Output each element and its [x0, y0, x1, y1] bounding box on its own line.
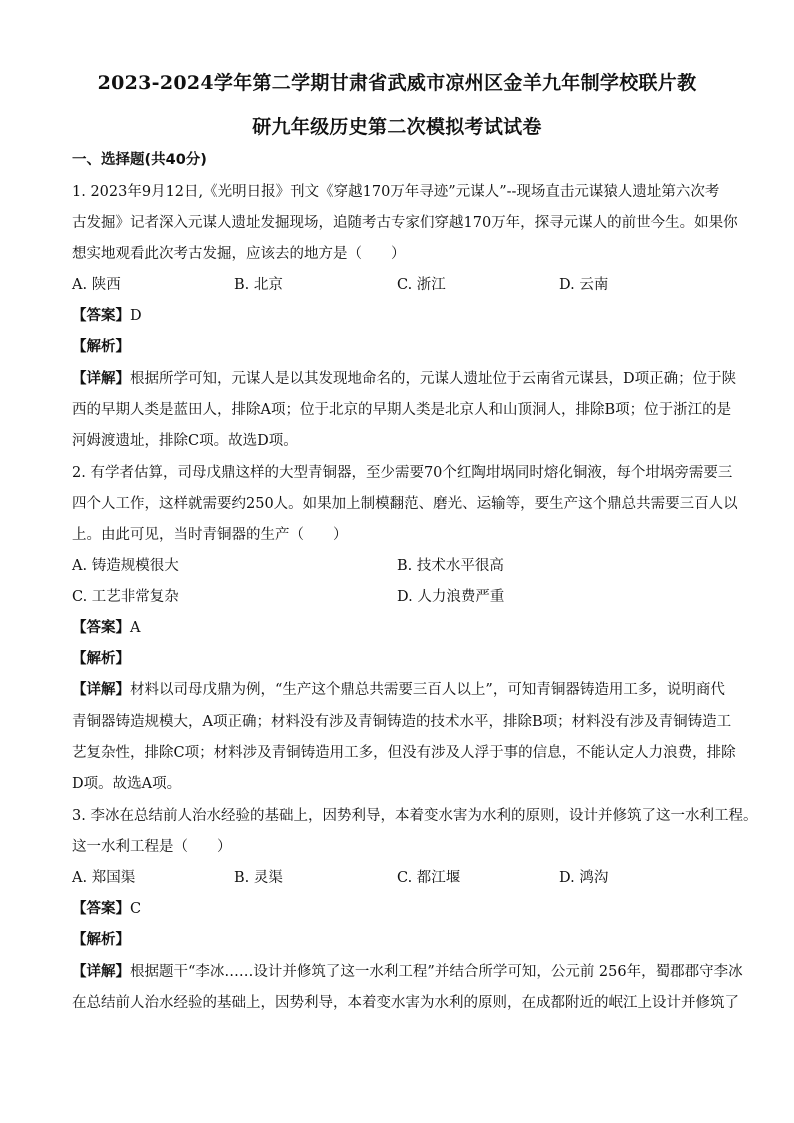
q1-option-b: B. 北京 [234, 277, 283, 293]
q1-detail-line-1 [72, 369, 736, 389]
q2-detail-line-3: 艺复杂性，排除C项；材料涉及青铜铸造用工多，但没有涉及人浮于事的信息，不能认定人力浪费，排除 [72, 745, 736, 761]
q1-analysis-label: 【解析】 [72, 339, 130, 355]
section-heading: 一、选择题(共40分) [72, 152, 207, 168]
detail-label: 【详解】 [72, 371, 130, 387]
q3-stem-line-1: 3. 李冰在总结前人治水经验的基础上，因势利导，本着变水害为水利的原则，设计并修筑了这一水利工程。 [72, 808, 758, 824]
q2-option-b: B. 技术水平很高 [397, 558, 504, 574]
q1-detail-line-2: 西的早期人类是蓝田人，排除A项；位于北京的早期人类是北京人和山顶洞人，排除B项；位于浙江的是 [72, 402, 732, 418]
q1-detail-line-3: 河姆渡遗址，排除C项。故选D项。 [72, 433, 298, 449]
q3-option-c: C. 都江堰 [397, 870, 461, 886]
detail-label: 【详解】 [72, 964, 130, 980]
q2-stem-line-1: 2. 有学者估算，司母戊鼎这样的大型青铜器，至少需要70个红陶坩埚同时熔化铜液，每个坩埚旁需要三 [72, 465, 733, 481]
q2-detail-line-1 [72, 680, 725, 700]
q3-analysis-label: 【解析】 [72, 932, 130, 948]
answer-label: 【答案】 [72, 901, 130, 917]
answer-value: C [130, 901, 142, 917]
q1-option-d: D. 云南 [559, 277, 609, 293]
detail-text: 根据所学可知，元谋人是以其发现地命名的，元谋人遗址位于云南省元谋县，D项正确；位于陕 [130, 371, 737, 387]
detail-text: 根据题干“李冰……设计并修筑了这一水利工程”并结合所学可知，公元前 256年，蜀郡郡守李冰 [130, 964, 743, 980]
detail-text: 材料以司母戊鼎为例，“生产这个鼎总共需要三百人以上”，可知青铜器铸造用工多，说明商代 [130, 682, 725, 698]
q2-detail-line-2: 青铜器铸造规模大，A项正确；材料没有涉及青铜铸造的技术水平，排除B项；材料没有涉及青铜铸造工 [72, 714, 732, 730]
answer-label: 【答案】 [72, 308, 130, 324]
q1-option-a: A. 陕西 [72, 277, 121, 293]
q2-option-d: D. 人力浪费严重 [397, 589, 505, 605]
q1-stem-line-3: 想实地观看此次考古发掘，应该去的地方是（ ） [72, 246, 406, 262]
q3-answer [72, 899, 141, 919]
q2-analysis-label: 【解析】 [72, 651, 130, 667]
q1-stem-line-1: 1. 2023年9月12日,《光明日报》刊文《穿越170万年寻迹”元谋人”--现场直击元谋猿人遗址第六次考 [72, 184, 720, 200]
q3-stem-line-2: 这一水利工程是（ ） [72, 839, 232, 855]
q3-option-a: A. 郑国渠 [72, 870, 136, 886]
q1-option-c: C. 浙江 [397, 277, 446, 293]
detail-label: 【详解】 [72, 682, 130, 698]
q3-detail-line-1 [72, 962, 743, 982]
q3-detail-line-2: 在总结前人治水经验的基础上，因势利导，本着变水害为水利的原则，在成都附近的岷江上设计并修筑了 [72, 995, 739, 1011]
q2-option-c: C. 工艺非常复杂 [72, 589, 179, 605]
q2-answer [72, 618, 140, 638]
answer-value: A [130, 620, 141, 636]
title-line-1: 2023-2024学年第二学期甘肃省武威市凉州区金羊九年制学校联片教 [97, 72, 697, 94]
q2-stem-line-3: 上。由此可见，当时青铜器的生产（ ） [72, 527, 348, 543]
answer-value: D [130, 308, 142, 324]
q1-answer [72, 306, 142, 326]
title-line-2: 研九年级历史第二次模拟考试试卷 [252, 116, 542, 138]
q3-option-b: B. 灵渠 [234, 870, 283, 886]
q2-option-a: A. 铸造规模很大 [72, 558, 179, 574]
q2-detail-line-4: D项。故选A项。 [72, 776, 182, 792]
q2-stem-line-2: 四个人工作，这样就需要约250人。如果加上制模翻范、磨光、运输等，要生产这个鼎总共需要三百人以 [72, 496, 738, 512]
answer-label: 【答案】 [72, 620, 130, 636]
q3-option-d: D. 鸿沟 [559, 870, 609, 886]
q1-stem-line-2: 古发掘》记者深入元谋人遗址发掘现场，追随考古专家们穿越170万年，探寻元谋人的前世今生。如果你 [72, 215, 738, 231]
